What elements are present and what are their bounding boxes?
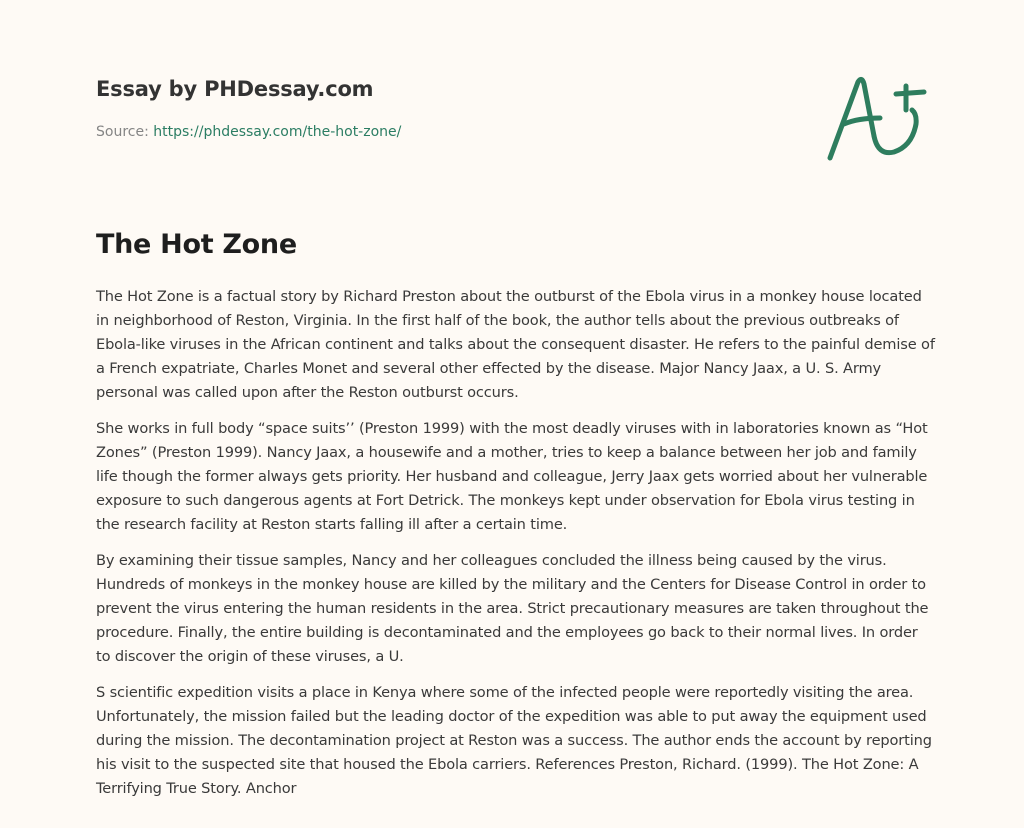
essay-paragraph: The Hot Zone is a factual story by Richard Preston about the outburst of the Ebola virus in a monkey house located in neighborhood of Reston, Virginia. In the first half of the book, the author tells about the previous outbreaks of Ebola-like viruses in the African continent and talks about the consequent disaster. He refers to the painful demise of a French expatriate, Charles Monet and several other effected by the disease. Major Nancy Jaax, a U. S. Army personal was called upon after the Reston outburst occurs. [96,288,935,401]
source-label: Source: [96,124,149,140]
site-title: Essay by PHDessay.com [96,77,374,101]
source-link[interactable]: https://phdessay.com/the-hot-zone/ [153,124,402,140]
essay-paragraph: She works in full body “space suits’’ (Preston 1999) with the most deadly viruses with in laboratories known as “Hot Zones” (Preston 1999). Nancy Jaax, a housewife and a mother, tries to keep a balance between her job and family life though the former always gets priority. Her husband and colleague, Jerry Jaax gets worried about her vulnerable exposure to such dangerous agents at Fort Detrick. The monkeys kept under observation for Ebola virus testing in the research facility at Reston starts falling ill after a certain time. [96,420,928,533]
page-header [96,74,796,142]
essay-title: The Hot Zone [96,229,297,260]
a-plus-grade-icon [820,64,930,168]
essay-paragraph: By examining their tissue samples, Nancy and her colleagues concluded the illness being caused by the virus. Hundreds of monkeys in the monkey house are killed by the military and the Centers for Disease Control in order to prevent the virus entering the human residents in the area. Strict precautionary measures are taken throughout the procedure. Finally, the entire building is decontaminated and the employees go back to their normal lives. In order to discover the origin of these viruses, a U. [96,552,929,665]
essay-body [96,285,936,813]
source-line [96,122,796,142]
essay-paragraph: S scientific expedition visits a place in Kenya where some of the infected people were reportedly visiting the area. Unfortunately, the mission failed but the leading doctor of the expedition was able to put away the equipment used during the mission. The decontamination project at Reston was a success. The author ends the account by reporting his visit to the suspected site that housed the Ebola carriers. References Preston, Richard. (1999). The Hot Zone: A Terrifying True Story. Anchor [96,684,932,797]
